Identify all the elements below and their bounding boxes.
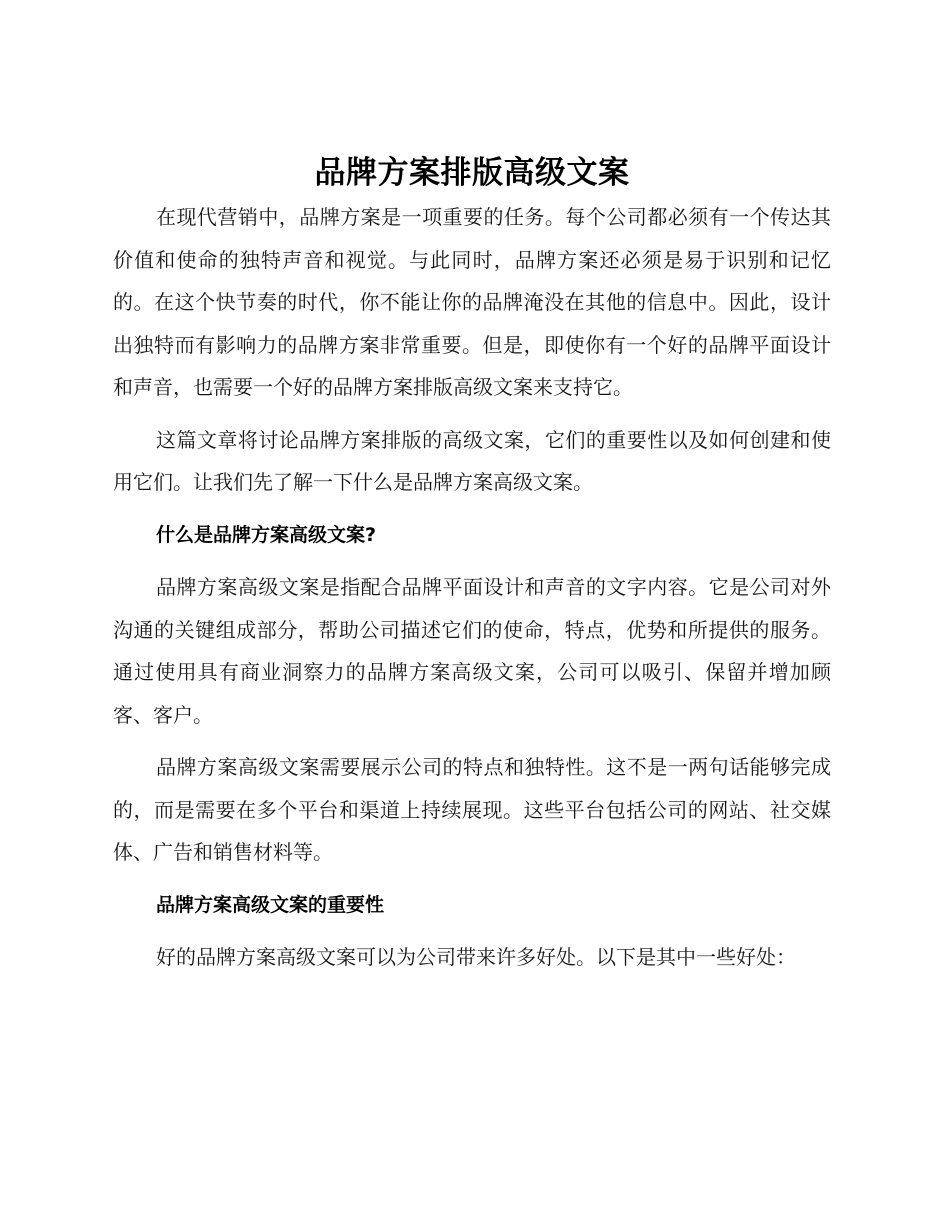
section-heading-what-is: 什么是品牌方案高级文案? — [156, 523, 377, 546]
uniqueness-paragraph: 品牌方案高级文案需要展示公司的特点和独特性。这不是一两句话能够完成的，而是需要在多个平台和渠道上持续展现。这些平台包括公司的网站、社交媒体、广告和销售材料等。 — [113, 755, 831, 864]
benefits-paragraph: 好的品牌方案高级文案可以为公司带来许多好处。以下是其中一些好处： — [156, 945, 796, 969]
article-overview-paragraph: 这篇文章将讨论品牌方案排版的高级文案，它们的重要性以及如何创建和使用它们。让我们先了解一下什么是品牌方案高级文案。 — [113, 427, 831, 494]
intro-paragraph: 在现代营销中，品牌方案是一项重要的任务。每个公司都必须有一个传达其价值和使命的独特声音和视觉。与此同时，品牌方案还必须是易于识别和记忆的。在这个快节奏的时代，你不能让你的品牌淹没在其他的信息中。因此，设计出独特而有影响力的品牌方案非常重要。但是，即使你有一个好的品牌平面设计和声音，也需要一个好的品牌方案排版高级文案来支持它。 — [113, 205, 831, 399]
section-heading-importance: 品牌方案高级文案的重要性 — [156, 893, 385, 916]
document-title: 品牌方案排版高级文案 — [314, 155, 630, 191]
document-content — [113, 150, 831, 989]
definition-paragraph: 品牌方案高级文案是指配合品牌平面设计和声音的文字内容。它是公司对外沟通的关键组成部分，帮助公司描述它们的使命，特点，优势和所提供的服务。通过使用具有商业洞察力的品牌方案高级文案，公司可以吸引、保留并增加顾客、客户。 — [113, 575, 831, 727]
